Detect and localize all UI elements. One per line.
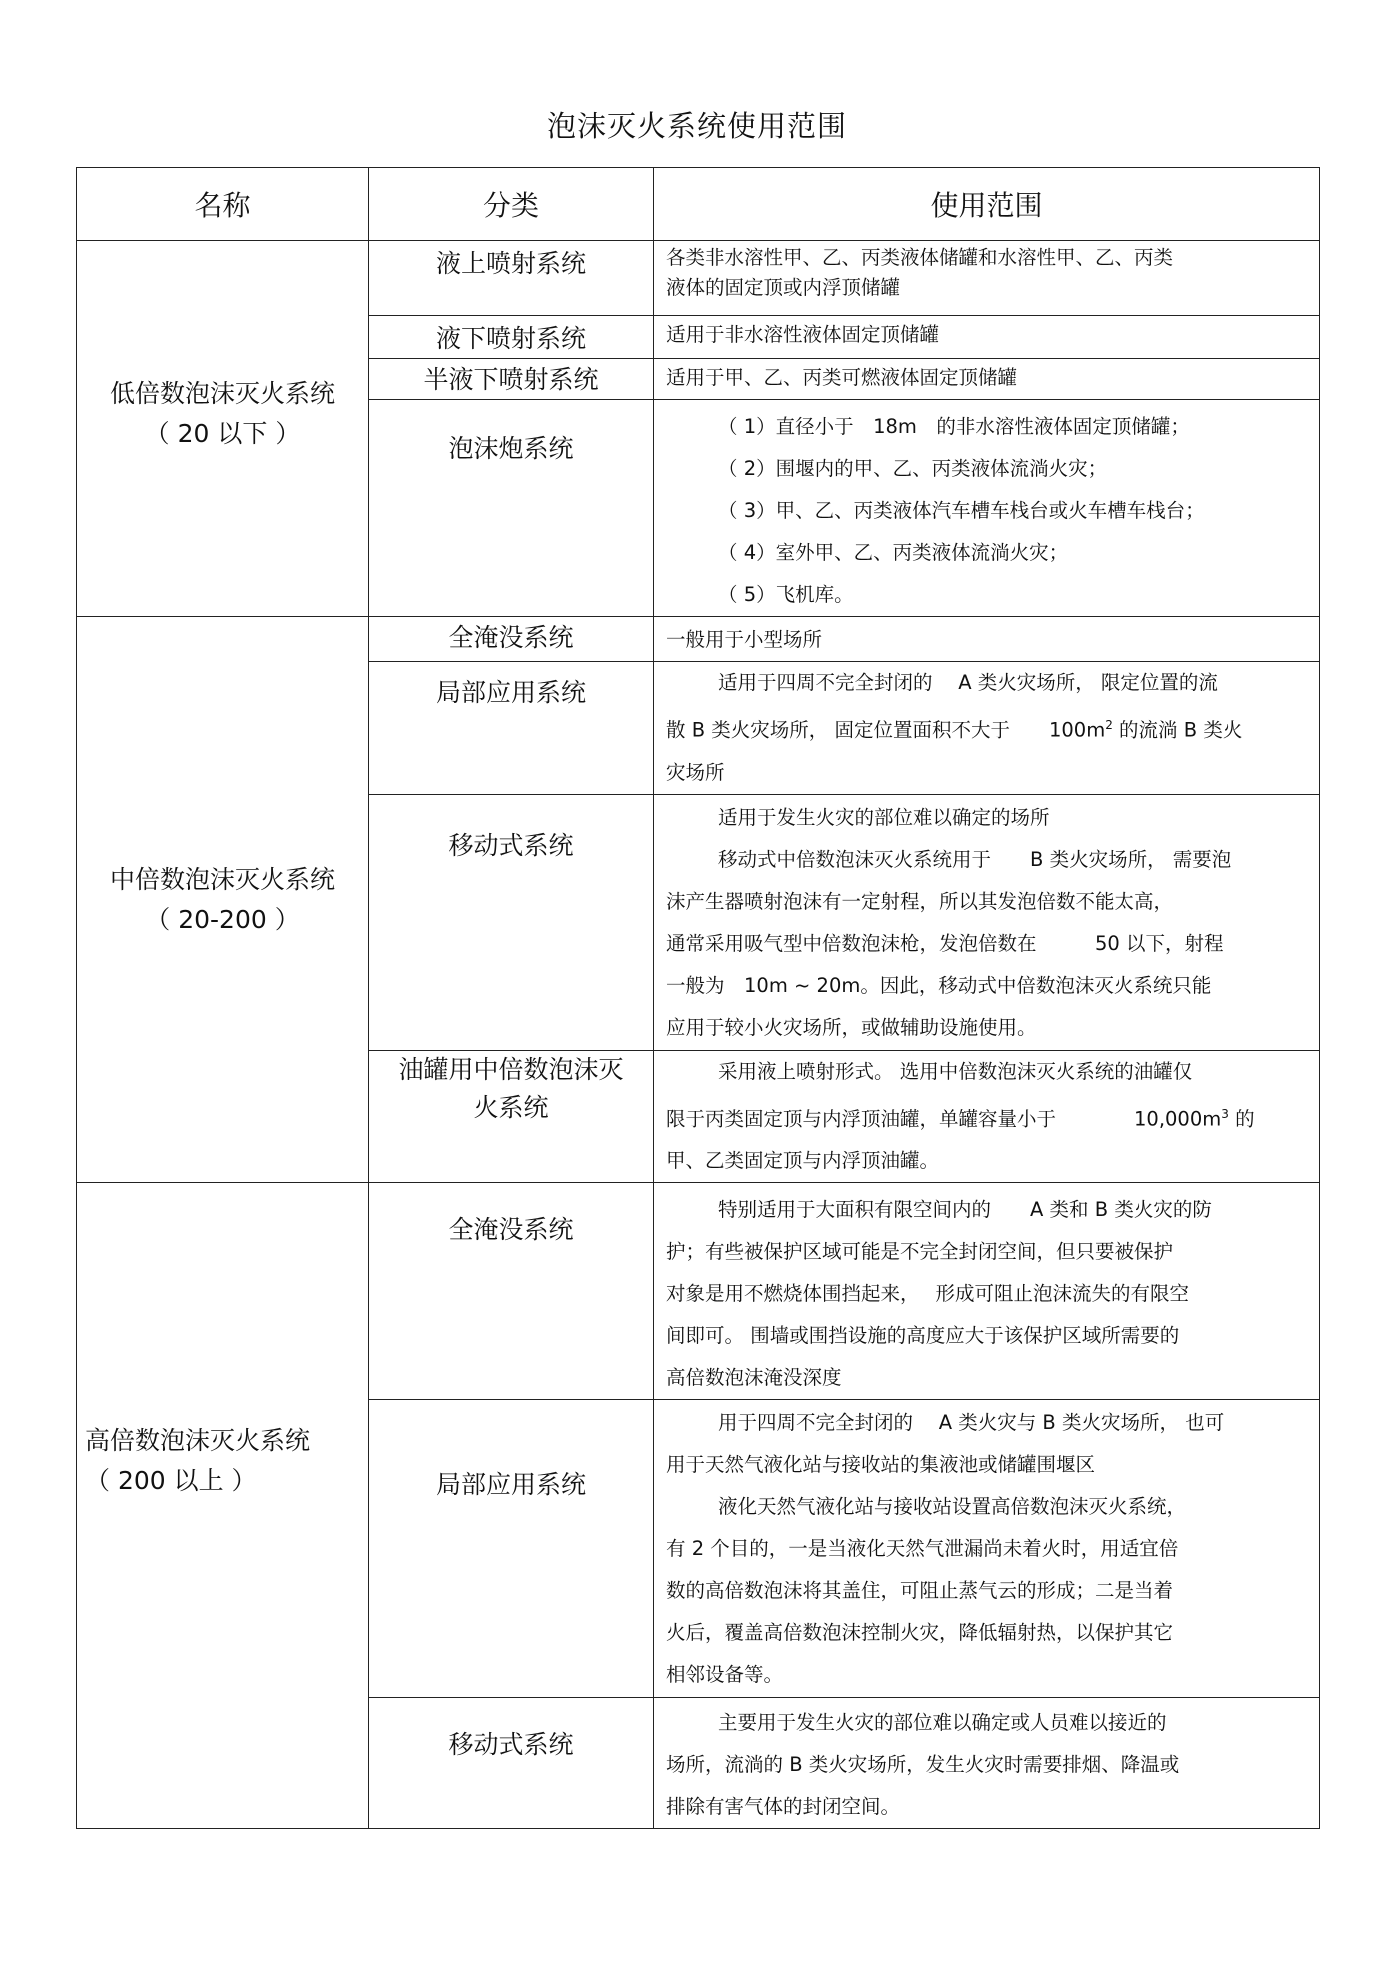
system-name-cell [77, 1183, 369, 1829]
category-cell [369, 1050, 654, 1183]
scope-cell [654, 400, 1320, 617]
scope-line [666, 1402, 1311, 1444]
scope-line [666, 619, 1311, 661]
scope-text: 适用于发生火灾的部位难以确定的场所 [718, 805, 1050, 829]
scope-cell [654, 617, 1320, 662]
scope-line [666, 1051, 1311, 1093]
scope-text: 采用液上喷射形式。 选用中倍数泡沫灭火系统的油罐仅 [718, 1059, 1193, 1083]
category-cell [369, 617, 654, 662]
scope-cell [654, 1400, 1320, 1698]
scope-text: 火后，覆盖高倍数泡沫控制火灾，降低辐射热，以保护其它 [666, 1621, 1174, 1644]
scope-line [666, 1231, 1311, 1273]
system-name-cell [77, 617, 369, 1183]
scope-line [666, 1528, 1311, 1570]
table-row [77, 1183, 1320, 1400]
scope-line [666, 316, 1311, 354]
scope-line [666, 273, 1311, 303]
scope-cell [654, 1050, 1320, 1183]
table-row [77, 241, 1320, 316]
scope-line [666, 1315, 1311, 1357]
category-label: 移动式系统 [448, 830, 574, 860]
scope-text-tail: 的流淌 B 类火 [1112, 718, 1243, 742]
scope-text: （ 1）直径小于 18m 的非水溶性液体固定顶储罐； [718, 415, 1190, 438]
scope-line [666, 1140, 1311, 1182]
scope-line [666, 965, 1311, 1007]
category-cell [369, 662, 654, 795]
category-label: 半液下喷射系统 [423, 365, 599, 394]
scope-cell [654, 316, 1320, 359]
scope-line [666, 839, 1311, 881]
scope-line [666, 1702, 1311, 1744]
scope-text: 沫产生器喷射泡沫有一定射程，所以其发泡倍数不能太高， [666, 889, 1174, 913]
system-name-cell [77, 241, 369, 617]
scope-line [666, 1444, 1311, 1486]
category-label: 移动式系统 [448, 1730, 574, 1759]
scope-line [666, 923, 1311, 965]
category-cell [369, 794, 654, 1050]
category-label: 局部应用系统 [435, 678, 586, 707]
scope-line [666, 752, 1311, 794]
category-label: 火系统 [473, 1092, 549, 1122]
category-label: 液下喷射系统 [435, 324, 586, 353]
scope-cell [654, 794, 1320, 1050]
scope-line [666, 881, 1311, 923]
scope-text: 主要用于发生火灾的部位难以确定或人员难以接近的 [718, 1711, 1167, 1734]
system-name: 中倍数泡沫灭火系统 [109, 864, 335, 894]
scope-text: 限于丙类固定顶与内浮顶油罐，单罐容量小于 10,000m [666, 1107, 1222, 1130]
scope-line [666, 1189, 1311, 1231]
scope-text: 特别适用于大面积有限空间内的 A 类和 B 类火灾的防 [718, 1198, 1212, 1221]
scope-text: 甲、乙类固定顶与内浮顶油罐。 [666, 1149, 940, 1172]
category-cell [369, 241, 654, 316]
system-name: 低倍数泡沫灭火系统 [109, 378, 335, 408]
scope-line [666, 359, 1311, 397]
scope-line [666, 1612, 1311, 1654]
category-cell [369, 1698, 654, 1829]
category-label: 全淹没系统 [448, 1215, 574, 1244]
category-cell [369, 400, 654, 617]
scope-line [666, 704, 1311, 752]
scope-text: 相邻设备等。 [666, 1663, 784, 1686]
scope-cell [654, 1698, 1320, 1829]
scope-line [666, 1007, 1311, 1049]
scope-line [666, 662, 1311, 704]
header-name: 名称 [77, 168, 369, 241]
table-row [77, 617, 1320, 662]
scope-text: 用于天然气液化站与接收站的集液池或储罐围堰区 [666, 1453, 1096, 1476]
system-name: 高倍数泡沫灭火系统 [85, 1425, 311, 1455]
scope-line [666, 406, 1311, 448]
superscript: 2 [1105, 718, 1113, 732]
scope-text: 移动式中倍数泡沫灭火系统用于 B 类火灾场所， 需要泡 [718, 847, 1232, 871]
foam-system-table [76, 167, 1320, 1829]
category-label: 全淹没系统 [448, 623, 574, 652]
scope-text: 各类非水溶性甲、乙、丙类液体储罐和水溶性甲、乙、丙类 [666, 246, 1174, 269]
scope-text-tail: 的 [1228, 1107, 1255, 1130]
scope-line [666, 532, 1311, 574]
scope-text: 有 2 个目的，一是当液化天然气泄漏尚未着火时，用适宜倍 [666, 1537, 1179, 1560]
scope-text: 用于四周不完全封闭的 A 类火灾与 B 类火灾场所， 也可 [718, 1411, 1225, 1434]
scope-text: （ 5）飞机库。 [718, 583, 854, 606]
category-label: 油罐用中倍数泡沫灭 [398, 1054, 624, 1084]
scope-text: 间即可。 围墙或围挡设施的高度应大于该保护区域所需要的 [666, 1324, 1180, 1347]
category-cell [369, 1183, 654, 1400]
expansion-range: （ 20 以下 ） [144, 418, 301, 448]
scope-cell [654, 662, 1320, 795]
scope-text: 通常采用吸气型中倍数泡沫枪，发泡倍数在 50 以下，射程 [666, 931, 1224, 955]
scope-text: 数的高倍数泡沫将其盖住，可阻止蒸气云的形成；二是当着 [666, 1579, 1174, 1602]
header-category: 分类 [369, 168, 654, 241]
scope-text: （ 4）室外甲、乙、丙类液体流淌火灾； [718, 541, 1069, 564]
category-cell [369, 359, 654, 400]
header-scope: 使用范围 [654, 168, 1320, 241]
page-title: 泡沫灭火系统使用范围 [546, 109, 847, 143]
scope-line [666, 1093, 1311, 1141]
scope-text: 适用于四周不完全封闭的 A 类火灾场所， 限定位置的流 [718, 671, 1218, 694]
scope-line [666, 1570, 1311, 1612]
scope-text: 护；有些被保护区域可能是不完全封闭空间，但只要被保护 [666, 1240, 1174, 1263]
superscript: 3 [1221, 1106, 1229, 1121]
category-label: 泡沫炮系统 [448, 434, 574, 463]
scope-text: （ 3）甲、乙、丙类液体汽车槽车栈台或火车槽车栈台； [718, 499, 1205, 522]
scope-text: 应用于较小火灾场所，或做辅助设施使用。 [666, 1015, 1037, 1039]
expansion-range: （ 200 以上 ） [85, 1465, 257, 1495]
expansion-range: （ 20-200 ） [145, 904, 300, 934]
category-label: 液上喷射系统 [435, 249, 586, 278]
scope-line [666, 1486, 1311, 1528]
scope-text: 适用于非水溶性液体固定顶储罐 [666, 323, 940, 346]
category-cell [369, 1400, 654, 1698]
scope-line [666, 1273, 1311, 1315]
scope-text: 场所，流淌的 B 类火灾场所，发生火灾时需要排烟、降温或 [666, 1753, 1180, 1776]
header-row [77, 168, 1320, 241]
scope-text: 一般用于小型场所 [666, 628, 823, 651]
scope-cell [654, 359, 1320, 400]
scope-line [666, 1744, 1311, 1786]
scope-text: 适用于甲、乙、丙类可燃液体固定顶储罐 [666, 366, 1018, 389]
scope-line [666, 1786, 1311, 1828]
category-label: 局部应用系统 [435, 1470, 586, 1499]
scope-line [666, 448, 1311, 490]
scope-text: 一般为 10m ~ 20m。因此，移动式中倍数泡沫灭火系统只能 [666, 973, 1212, 997]
scope-text: 对象是用不燃烧体围挡起来， 形成可阻止泡沫流失的有限空 [666, 1282, 1189, 1305]
scope-text: 液化天然气液化站与接收站设置高倍数泡沫灭火系统， [718, 1495, 1187, 1518]
scope-line [666, 243, 1311, 273]
scope-text: 灾场所 [666, 760, 725, 784]
scope-cell [654, 241, 1320, 316]
scope-line [666, 1654, 1311, 1696]
scope-cell [654, 1183, 1320, 1400]
scope-line [666, 1357, 1311, 1399]
scope-text: 散 B 类火灾场所， 固定位置面积不大于 100m [666, 718, 1106, 742]
scope-text: 液体的固定顶或内浮顶储罐 [666, 276, 901, 299]
scope-line [666, 797, 1311, 839]
scope-line [666, 574, 1311, 616]
scope-text: （ 2）围堰内的甲、乙、丙类液体流淌火灾； [718, 457, 1108, 480]
scope-line [666, 490, 1311, 532]
category-cell [369, 316, 654, 359]
scope-text: 排除有害气体的封闭空间。 [666, 1795, 901, 1818]
scope-text: 高倍数泡沫淹没深度 [666, 1366, 842, 1389]
